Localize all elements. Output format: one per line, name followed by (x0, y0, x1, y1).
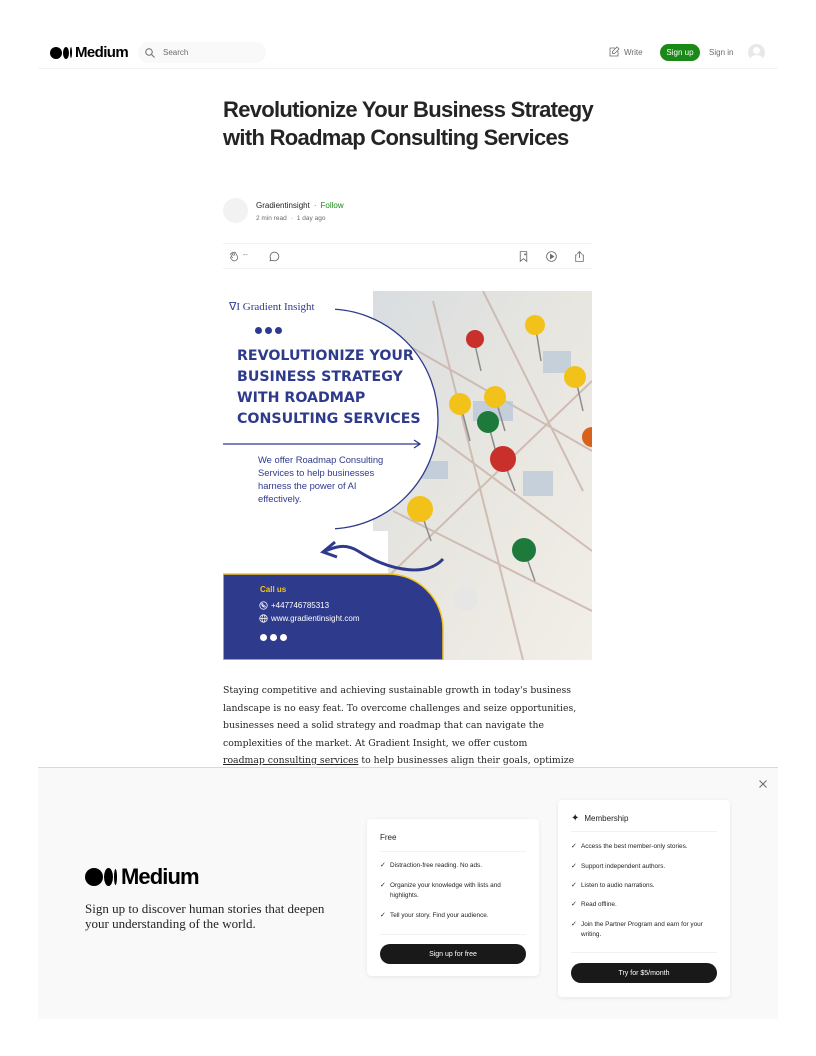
membership-plan-card (558, 800, 730, 997)
free-feature: ✓ Distraction-free reading. No ads. (380, 862, 482, 869)
decorative-dots-icon (255, 327, 282, 334)
free-feature: ✓ Tell your story. Find your audience. (380, 912, 489, 919)
roadmap-consulting-link[interactable]: roadmap consulting services (223, 755, 359, 766)
comment-icon[interactable] (268, 250, 281, 263)
medium-logo[interactable] (50, 44, 128, 61)
body-text-1: Staying competitive and achieving sustainable growth in today's business landscape is no easy feat. To overcome challenges and seize opportunities, businesses need a solid strategy and roadmap that can navigate the complexities of the market. At Gradient Insight, we offer custom (223, 685, 577, 749)
membership-feature: ✓ Support independent authors. (571, 863, 666, 870)
signin-link[interactable]: Sign in (709, 48, 734, 57)
membership-feature: ✓ Access the best member-only stories. (571, 843, 688, 850)
signup-button[interactable]: Sign up (660, 44, 700, 61)
signup-free-button[interactable]: Sign up for free (380, 944, 526, 964)
decorative-dots-icon (260, 634, 287, 641)
article-body-paragraph (223, 682, 595, 770)
article-meta (256, 215, 325, 222)
membership-feature: ✓ Join the Partner Program and earn for your writing. (571, 921, 703, 938)
membership-feature: ✓ Listen to audio narrations. (571, 882, 655, 889)
brand-logo: ∇I Gradient Insight (229, 301, 315, 313)
signup-overlay (38, 767, 778, 1019)
logo-text: Medium (75, 44, 129, 61)
membership-feature: ✓ Read offline. (571, 901, 617, 908)
sparkle-icon: ✦ (571, 813, 580, 824)
separator: · (313, 201, 317, 210)
hero-headline: REVOLUTIONIZE YOUR BUSINESS STRATEGY WITH ROADMAP CONSULTING SERVICES (237, 348, 421, 427)
write-label: Write (624, 47, 643, 57)
globe-icon (259, 614, 268, 623)
separator: · (290, 215, 293, 222)
action-bar (223, 243, 592, 269)
medium-logo-icon (85, 868, 117, 886)
clap-icon[interactable] (228, 250, 241, 263)
overlay-logo-text: Medium (121, 864, 199, 889)
published-date: 1 day ago (296, 215, 326, 222)
listen-play-icon[interactable] (545, 250, 558, 263)
author-name[interactable]: Gradientinsight (256, 201, 310, 210)
overlay-medium-logo (85, 864, 199, 890)
website-url: www.gradientinsight.com (271, 614, 360, 623)
clap-count: -- (243, 252, 248, 259)
close-icon[interactable] (757, 777, 769, 789)
write-link[interactable] (608, 46, 643, 58)
phone-number: +447746785313 (271, 601, 330, 610)
phone-icon (259, 601, 268, 610)
body-text-2: to help businesses align their goals, optimize (361, 755, 575, 766)
free-feature: ✓ Organize your knowledge with lists and highlights. (380, 882, 501, 899)
user-avatar-icon[interactable] (748, 44, 765, 61)
author-avatar[interactable] (223, 198, 248, 223)
website-row (259, 614, 359, 623)
try-membership-button[interactable]: Try for $5/month (571, 963, 717, 983)
free-plan-card (367, 819, 539, 976)
top-nav (38, 36, 778, 69)
bookmark-icon[interactable] (517, 250, 530, 263)
free-plan-title: Free (380, 833, 397, 842)
phone-row (259, 601, 329, 610)
callus-label: Call us (260, 585, 287, 594)
search-icon (144, 47, 156, 59)
share-icon[interactable] (573, 250, 586, 263)
article-title: Revolutionize Your Business Strategy with Roadmap Consulting Services (223, 97, 594, 150)
read-time: 2 min read (256, 215, 287, 222)
search-box[interactable] (138, 42, 266, 63)
overlay-tagline: Sign up to discover human stories that deepen your understanding of the world. (85, 901, 325, 931)
author-row (256, 201, 344, 210)
membership-plan-title: ✦ Membership (571, 813, 629, 824)
write-icon (608, 46, 620, 58)
hero-subtext: We offer Roadmap Consulting Services to help businesses harness the power of AI effectively. (258, 454, 384, 504)
article-hero-image (223, 291, 592, 660)
follow-button[interactable]: Follow (320, 201, 344, 210)
search-input[interactable] (163, 48, 258, 57)
medium-logo-icon (50, 47, 72, 59)
